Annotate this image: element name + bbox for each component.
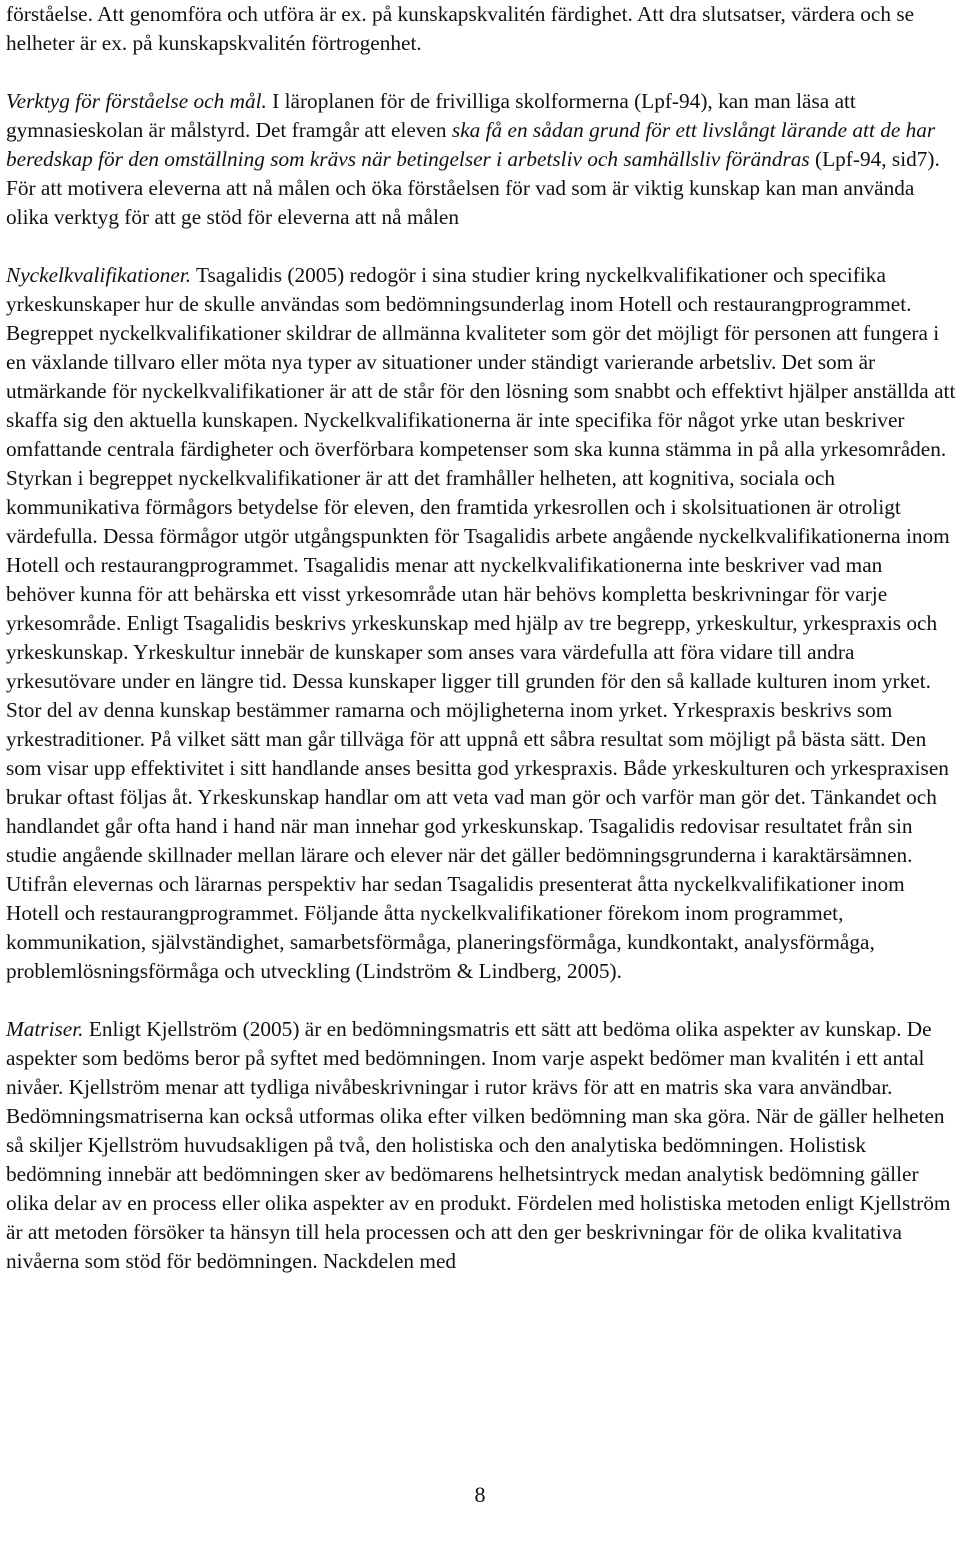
paragraph-goals bbox=[6, 87, 956, 232]
page-number: 8 bbox=[474, 1482, 486, 1507]
paragraph-key-qualifications-text: Tsagalidis (2005) redogör i sina studier kring nyckelkvalifikationer och specifika yrkeskunskaper hur de skulle användas som bedömningsunderlag inom Hotell och restaurangprogrammet. Begreppet nyckelkvalifikationer skildrar de allmänna kvaliteter som gör det möjligt för personen att fungera i en växlande tillvaro eller möta nya typer av situationer under ständigt varierande arbetsliv. Det som är utmärkande för nyckelkvalifikationer är att de står för den lösning som snabbt och effektivt hjälper anställda att skaffa sig den aktuella kunskapen. Nyckelkvalifikationerna är inte specifika för något yrke utan beskriver omfattande centrala färdigheter och överförbara kompetenser som ska kunna stämma in på alla yrkesområden. Styrkan i begreppet nyckelkvalifikationer är att det framhåller helheten, att kognitiva, sociala och kommunikativa förmågors betydelse för eleven, den framtida yrkesrollen och i skolsituationen är otroligt värdefulla. Dessa förmågor utgör utgångspunkten för Tsagalidis arbete angående nyckelkvalifikationerna inom Hotell och restaurangprogrammet. Tsagalidis menar att nyckelkvalifikationerna inte beskriver vad man behöver kunna för att behärska ett visst yrkesområde utan här behövs kompletta beskrivningar för varje yrkesområde. Enligt Tsagalidis beskrivs yrkeskunskap med hjälp av tre begrepp, yrkeskultur, yrkespraxis och yrkeskunskap. Yrkeskultur innebär de kunskaper som anses vara värdefulla att föra vidare till andra yrkesutövare under en längre tid. Dessa kunskaper ligger till grunden för den så kallade kulturen inom yrket. Stor del av denna kunskap bestämmer ramarna och möjligheterna inom yrket. Yrkespraxis beskrivs som yrkestraditioner. På vilket sätt man går tillväga för att uppnå ett såbra resultat som möjligt på bästa sätt. Den som visar upp effektivitet i sitt handlande anses besitta god yrkespraxis. Både yrkeskulturen och yrkespraxisen brukar oftast följas åt. Yrkeskunskap handlar om att veta vad man gör och varför man gör det. Tänkandet och handlandet går ofta hand i hand när man innehar god yrkeskunskap. Tsagalidis redovisar resultatet från sin studie angående skillnader mellan lärare och elever när det gäller bedömningsgrunderna i karaktärsämnen. Utifrån elevernas och lärarnas perspektiv har sedan Tsagalidis presenterat åtta nyckelkvalifikationer inom Hotell och restaurangprogrammet. Följande åtta nyckelkvalifikationer förekom inom programmet, kommunikation, självständighet, samarbetsförmåga, planeringsförmåga, kundkontakt, analysförmåga, problemlösningsförmåga och utveckling (Lindström & Lindberg, 2005). bbox=[6, 263, 956, 983]
document-page bbox=[6, 0, 956, 1276]
paragraph-goals-text-2: (Lpf-94, sid7). För att motivera eleverna att nå målen och öka förståelsen för vad som är viktig kunskap kan man använda olika verktyg för att ge stöd för eleverna att nå målen bbox=[6, 147, 940, 229]
paragraph-key-qualifications bbox=[6, 261, 956, 986]
curriculum-quote: ska få en sådan grund för ett livslångt lärande att de har beredskap för den omställning som krävs när betingelser i arbetsliv och samhällsliv förändras bbox=[6, 118, 936, 171]
paragraph-matrices bbox=[6, 1015, 956, 1276]
paragraph-gap bbox=[6, 232, 956, 261]
section-heading-matrices: Matriser. bbox=[6, 1017, 84, 1041]
paragraph-gap bbox=[6, 58, 956, 87]
paragraph-intro bbox=[6, 0, 956, 58]
paragraph-goals-text-1: I läroplanen för de frivilliga skolformerna (Lpf-94), kan man läsa att gymnasieskolan är målstyrd. Det framgår att eleven bbox=[6, 89, 856, 142]
paragraph-gap bbox=[6, 986, 956, 1015]
paragraph-intro-text: förståelse. Att genomföra och utföra är ex. på kunskapskvalitén färdighet. Att dra slutsatser, värdera och se helheter är ex. på kunskapskvalitén förtrogenhet. bbox=[6, 2, 915, 55]
paragraph-matrices-text: Enligt Kjellström (2005) är en bedömningsmatris ett sätt att bedöma olika aspekter av kunskap. De aspekter som bedöms beror på syftet med bedömningen. Inom varje aspekt bedömer man kvalitén i ett antal nivåer. Kjellström menar att tydliga nivåbeskrivningar i rutor krävs för att en matris ska vara användbar. Bedömningsmatriserna kan också utformas olika efter vilken bedömning man ska göra. När de gäller helheten så skiljer Kjellström huvudsakligen på två, den holistiska och den analytiska bedömningen. Holistisk bedömning innebär att bedömningen sker av bedömarens helhetsintryck medan analytisk bedömning gäller olika delar av en process eller olika aspekter av en produkt. Fördelen med holistiska metoden enligt Kjellström är att metoden försöker ta hänsyn till hela processen och att den ger beskrivningar för de olika kvalitativa nivåerna som stöd för bedömningen. Nackdelen med bbox=[6, 1017, 951, 1273]
section-heading-goals: Verktyg för förståelse och mål. bbox=[6, 89, 267, 113]
section-heading-key-qualifications: Nyckelkvalifikationer. bbox=[6, 263, 192, 287]
